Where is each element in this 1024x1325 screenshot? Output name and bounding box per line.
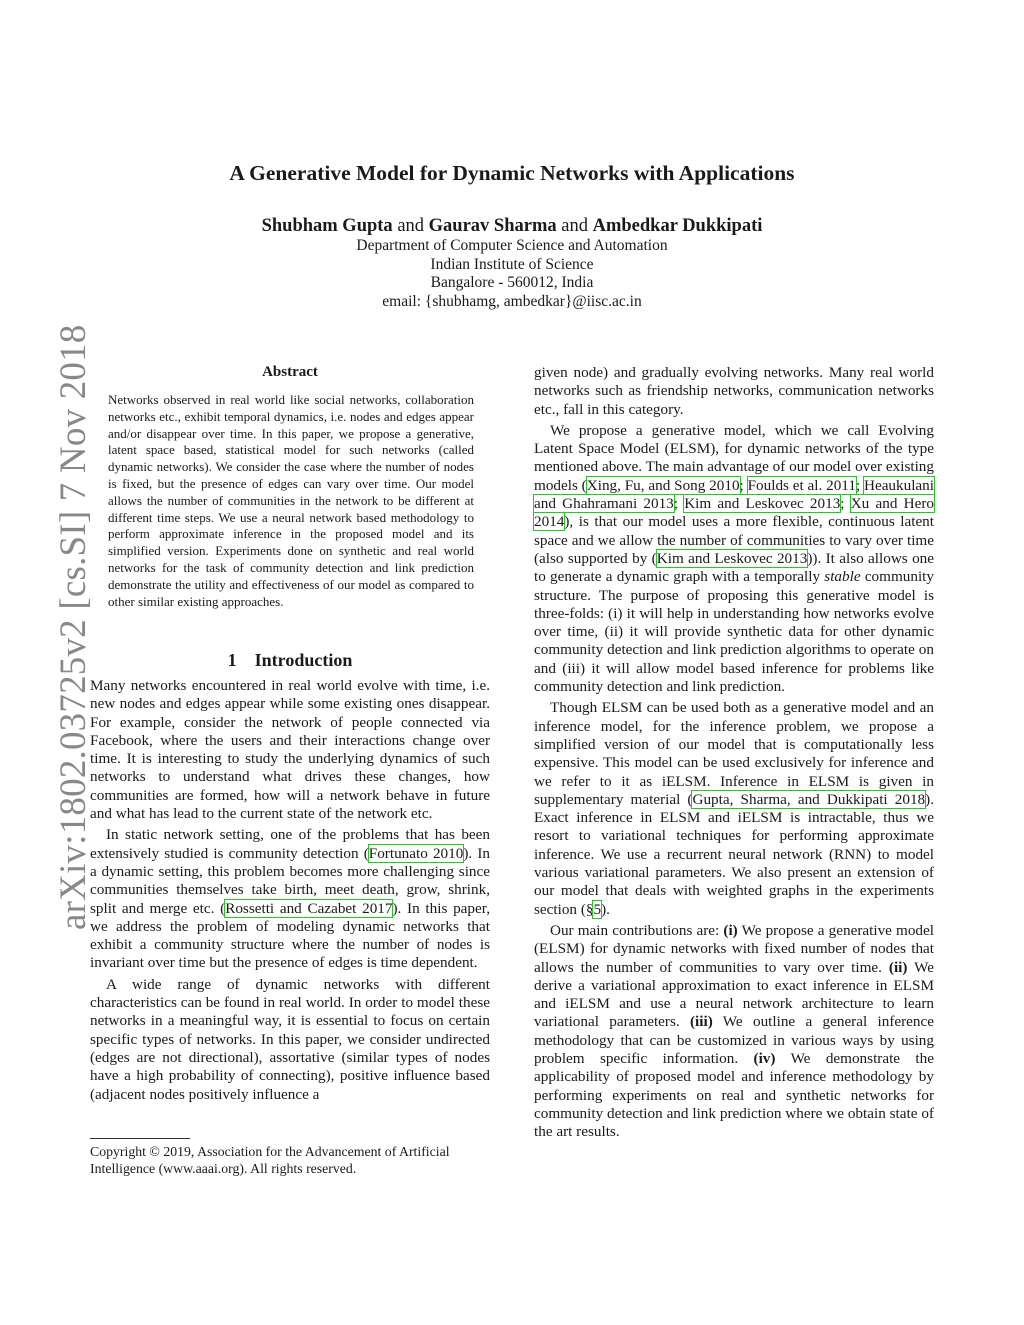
bold-marker: (iv) — [753, 1049, 776, 1067]
text-run: We propose a generative model (ELSM) for dynamic networks with fixed number of nodes that allows the number of communities to vary over time. — [534, 921, 934, 976]
affiliation-city: Bangalore - 560012, India — [430, 274, 594, 291]
section-number: 1 — [227, 650, 237, 670]
text-run: We demonstrate the applicability of proposed model and inference methodology by performing experiments on real and synthetic networks for community detection and link prediction where we obtain state of the art results. — [534, 1049, 934, 1141]
arxiv-stamp-text: arXiv:1802.03725v2 [cs.SI] 7 Nov 2018 — [53, 324, 94, 930]
bold-marker: (i) — [723, 921, 738, 939]
author-2: Gaurav Sharma — [428, 216, 557, 236]
section-heading-introduction — [90, 650, 490, 671]
text-run: We derive a variational approximation to exact inference in ELSM and iELSM and use a neural network architecture to learn variational parameters. — [534, 958, 934, 1031]
affiliation-email: email: {shubhamg, ambedkar}@iisc.ac.in — [382, 292, 642, 310]
author-list — [0, 216, 1024, 237]
text-run: ). Exact inference in ELSM and iELSM is intractable, thus we resort to variational techniques for performing approximate inference. We use a recurrent neural network (RNN) to model various variational parameters. We also present an extension of our model that deals with weighted graphs in the experiments section (§ — [534, 790, 934, 918]
affiliation-department: Department of Computer Science and Automation — [356, 237, 668, 254]
text-run: ; — [739, 476, 748, 494]
text-run: We propose a generative model, which we call Evolving Latent Space Model (ELSM), for dynamic networks of the type mentioned above. The main advantage of our model over existing models ( — [534, 421, 934, 494]
bold-marker: (iii) — [689, 1013, 713, 1031]
author-separator: and — [392, 216, 429, 236]
text-run: ). In a dynamic setting, this problem becomes more challenging since communities themselves take birth, meet death, grow, shrink, split and merge etc. ( — [90, 844, 490, 917]
copyright-footnote: Copyright © 2019, Association for the Advancement of Artificial Intelligence (www.aaai.org). All rights reserved. — [90, 1144, 450, 1176]
text-run: ), is that our model uses a more flexible, continuous latent space and we allow the number of communities to vary over time (also supported by ( — [534, 513, 934, 567]
arxiv-stamp — [14, 324, 94, 930]
intro-paragraph-1: Many networks encountered in real world evolve with time, i.e. new nodes and edges appear while some existing ones disappear. For example, consider the network of people connected via Facebook, where the users and their interactions change over time. It is interesting to study the underlying dynamics of such networks to understand what drives these changes, how communities are formed, how will a network behave in future and what has lead to the current state of the network etc. — [90, 677, 490, 823]
citation-link[interactable]: Foulds et al. 2011 — [747, 476, 856, 494]
affiliation-institute: Indian Institute of Science — [430, 255, 594, 273]
text-run: ). — [601, 900, 610, 918]
text-run: community structure. The purpose of proposing this generative model is three-folds: (i) it will help in understanding how networks evolve over time, (ii) it will provide synthetic data for other dynamic community detection and link prediction algorithms to operate on and (iii) it will allow model based inference for problems like community detection and link prediction. — [534, 568, 934, 696]
text-run: ; — [840, 495, 851, 513]
citation-link[interactable]: Gupta, Sharma, and Dukkipati 2018 — [692, 790, 926, 808]
citation-link[interactable]: Xu and Hero 2014 — [534, 495, 934, 531]
text-run: ). In this paper, we address the problem of modeling dynamic networks that exhibit a community structure where the number of nodes is invariant over time but the presence of edges is time dependent. — [90, 899, 490, 972]
text-run: We outline a general inference methodology that can be customized in various ways by using problem specific information. — [534, 1013, 934, 1067]
author-3: Ambedkar Dukkipati — [592, 216, 763, 236]
section-link[interactable]: 5 — [593, 900, 602, 918]
text-run: ; — [855, 476, 864, 494]
left-column-body — [90, 677, 490, 1107]
text-run: Our main contributions are: — [550, 921, 724, 939]
text-run: Though ELSM can be used both as a generative model and an inference model, for the inference problem, we propose a simplified version of our model that is computationally less expensive. This model can be used exclusively for inference and we refer to it as iELSM. Inference in ELSM is given in supplementary material ( — [534, 699, 934, 808]
citation-link[interactable]: Xing, Fu, and Song 2010 — [586, 476, 740, 494]
footnote-rule — [90, 1138, 190, 1139]
contributions-paragraph — [534, 922, 934, 1142]
paragraph-continued: given node) and gradually evolving networks. Many real world networks such as friendship networks, communication networks etc., fall in this category. — [534, 364, 934, 418]
ielsm-paragraph — [534, 699, 934, 919]
section-title: Introduction — [254, 650, 353, 670]
intro-paragraph-2 — [90, 826, 490, 972]
bold-marker: (ii) — [888, 958, 908, 976]
abstract-text: Networks observed in real world like social networks, collaboration networks etc., exhibit temporal dynamics, i.e. nodes and edges appear and/or disappear over time. In this paper, we propose a generative, latent space based, statistical model for such networks (called dynamic networks). We consider the case where the number of nodes is fixed, but the presence of edges can vary over time. Our model allows the number of communities in the network to be different at different time steps. We use a neural network based methodology to perform approximate inference in the proposed model and its simplified version. Experiments done on synthetic and real world networks for the task of community detection and link prediction demonstrate the utility and effectiveness of our model as compared to other similar existing approaches. — [108, 392, 474, 609]
affiliation-block — [0, 237, 1024, 311]
abstract-heading: Abstract — [262, 364, 318, 380]
citation-link[interactable]: Kim and Leskovec 2013 — [656, 549, 808, 567]
citation-link[interactable]: Rossetti and Cazabet 2017 — [225, 899, 393, 917]
intro-paragraph-3: A wide range of dynamic networks with different characteristics can be found in real world. In order to model these networks in a meaningful way, it is essential to focus on certain specific types of networks. In this paper, we consider undirected (edges are not directional), assortative (similar types of nodes have a high probability of connecting), positive influence based (adjacent nodes positively influence a — [90, 975, 490, 1103]
text-run: ; — [673, 495, 685, 513]
citation-link[interactable]: Heaukulani and Ghahramani 2013 — [534, 476, 934, 513]
text-run: In static network setting, one of the problems that has been extensively studied is community detection ( — [90, 826, 490, 862]
paper-title: A Generative Model for Dynamic Networks with Applications — [229, 161, 795, 185]
citation-link[interactable]: Fortunato 2010 — [368, 844, 464, 862]
author-separator: and — [556, 216, 593, 236]
right-column-body — [534, 364, 934, 1144]
text-run: )). It also allows one to generate a dynamic graph with a temporally — [534, 549, 934, 586]
citation-link[interactable]: Kim and Leskovec 2013 — [684, 495, 841, 513]
emphasis: stable — [824, 568, 861, 586]
author-1: Shubham Gupta — [261, 216, 393, 236]
elsm-paragraph — [534, 422, 934, 696]
